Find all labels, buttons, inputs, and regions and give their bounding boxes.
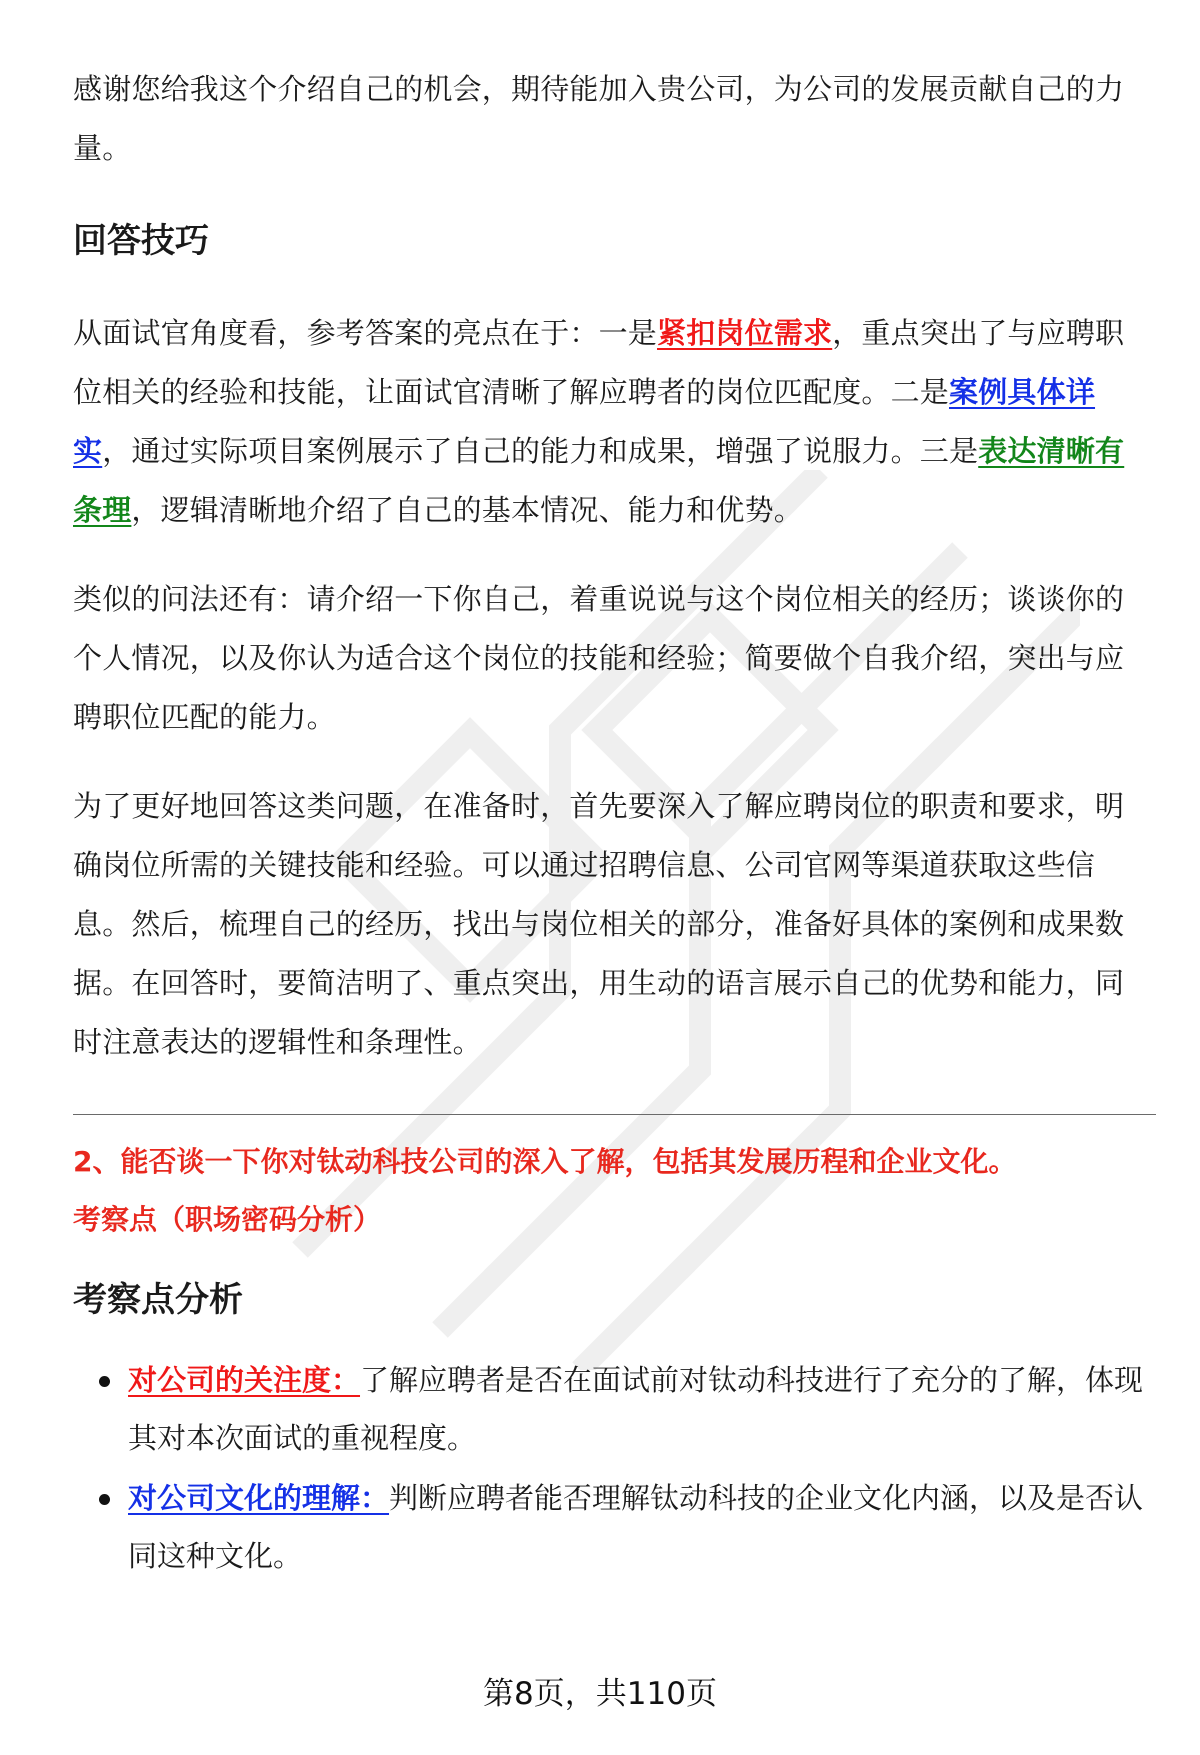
tips-p1-text-1: 从面试官角度看，参考答案的亮点在于：一是 [73, 316, 658, 350]
tips-p1-text-4: ，逻辑清晰地介绍了自己的基本情况、能力和优势。 [131, 493, 804, 527]
bullet-text: 判断应聘者能否理解钛动科技的企业文化内涵，以及是否认同这种文化。 [128, 1481, 1144, 1573]
tips-p1-text-2: ，重点突出了与应聘职位相关的经验和技能，让面试官清晰了解应聘者的岗位匹配度。二是 [73, 316, 1125, 409]
bullet-dot-icon [99, 1494, 110, 1505]
list-item [73, 1469, 1145, 1585]
tips-paragraph-3: 为了更好地回答这类问题，在准备时，首先要深入了解应聘岗位的职责和要求，明确岗位所需的关键技能和经验。可以通过招聘信息、公司官网等渠道获取这些信息。然后，梳理自己的经历，找出与岗位相关的部分，准备好具体的案例和成果数据。在回答时，要简洁明了、重点突出，用生动的语言展示自己的优势和能力，同时注意表达的逻辑性和条理性。 [73, 789, 1125, 1059]
tips-paragraph-2: 类似的问法还有：请介绍一下你自己，着重说说与这个岗位相关的经历；谈谈你的个人情况，以及你认为适合这个岗位的技能和经验；简要做个自我介绍，突出与应聘职位匹配的能力。 [73, 582, 1125, 734]
question-subhead: 考察点（职场密码分析） [73, 1203, 382, 1236]
bullet-text: 了解应聘者是否在面试前对钛动科技进行了充分的了解，体现其对本次面试的重视程度。 [128, 1363, 1144, 1455]
analysis-heading: 考察点分析 [73, 1280, 243, 1320]
bullet-label-company-attention: 对公司的关注度： [128, 1363, 361, 1397]
analysis-bullet-list [73, 1351, 1145, 1585]
list-item [73, 1351, 1145, 1467]
tips-heading: 回答技巧 [73, 221, 209, 261]
intro-paragraph: 感谢您给我这个介绍自己的机会，期待能加入贵公司，为公司的发展贡献自己的力量。 [73, 72, 1125, 165]
highlight-clear-expression: 表达清晰有条理 [73, 434, 1125, 527]
bullet-label-culture-understanding: 对公司文化的理解： [128, 1481, 390, 1515]
page-number: 第8页，共110页 [483, 1676, 717, 1712]
highlight-concrete-cases: 案例具体详实 [73, 375, 1096, 468]
tips-paragraph-1 [73, 304, 1145, 540]
document-content [73, 60, 1145, 1587]
bullet-dot-icon [99, 1376, 110, 1387]
tips-p1-text-3: ，通过实际项目案例展示了自己的能力和成果，增强了说服力。三是 [102, 434, 979, 468]
question-title: 2、能否谈一下你对钛动科技公司的深入了解，包括其发展历程和企业文化。 [73, 1145, 1017, 1178]
highlight-job-requirements: 紧扣岗位需求 [657, 316, 833, 350]
